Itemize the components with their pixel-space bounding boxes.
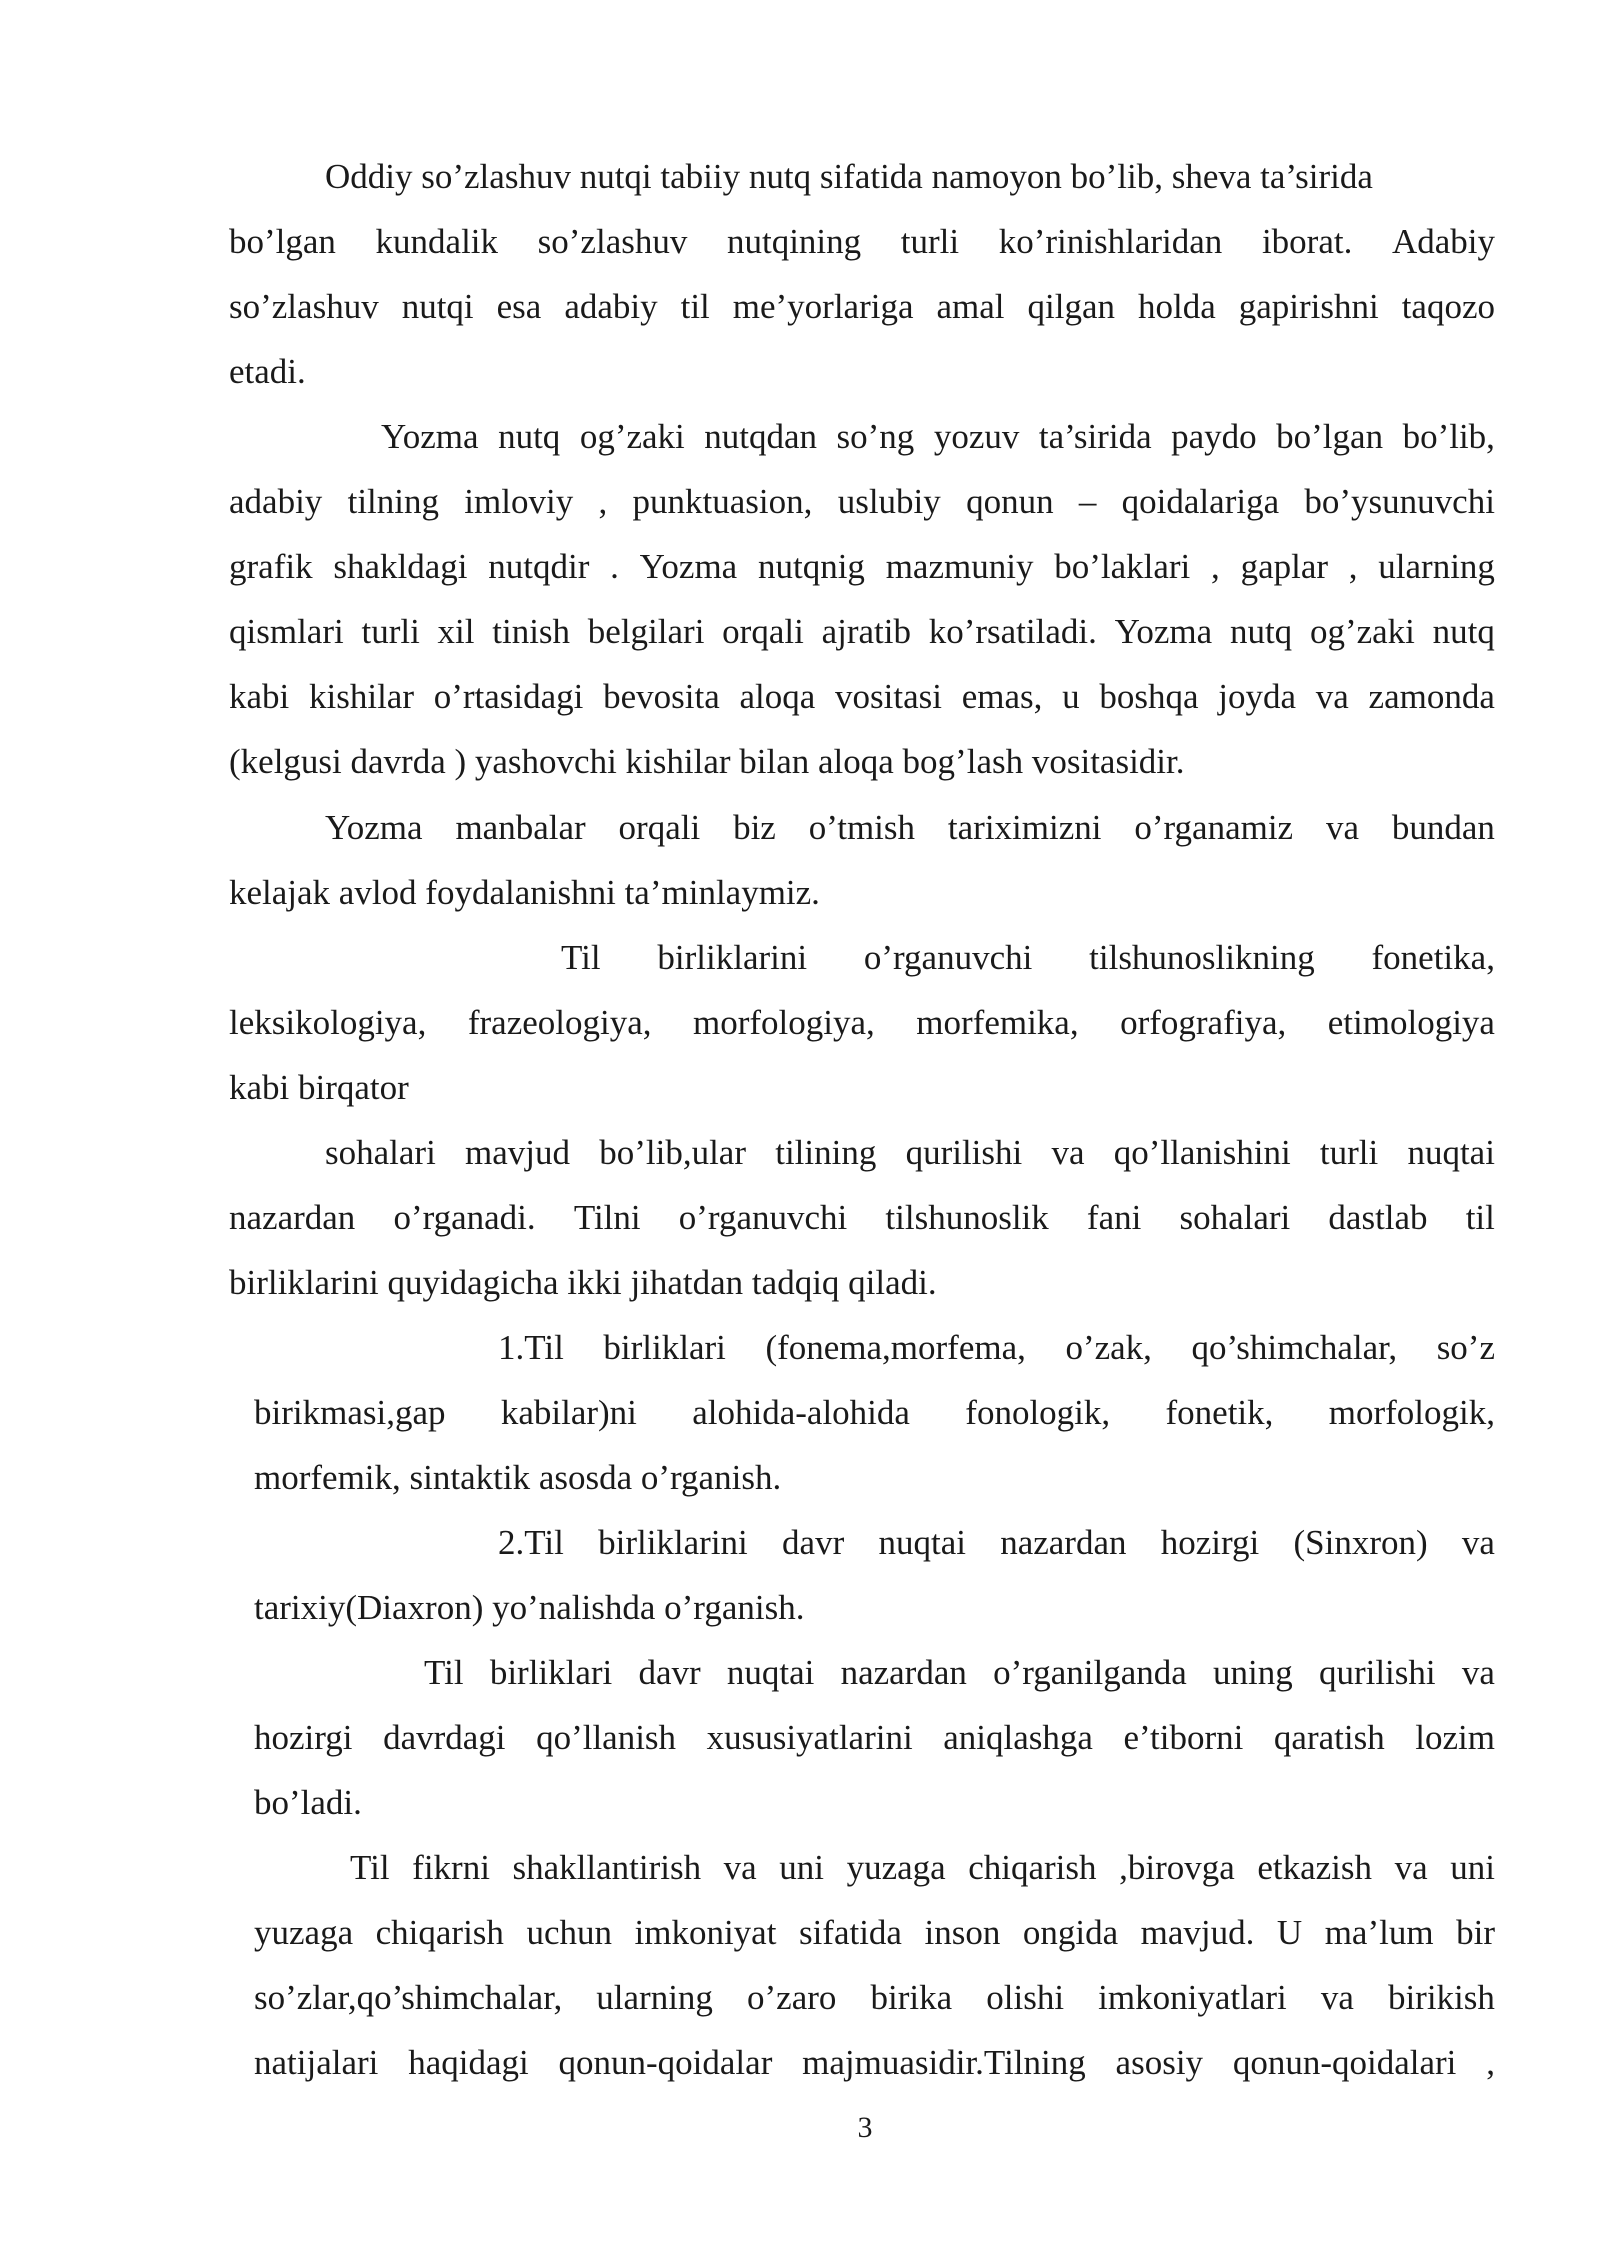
word: davr (782, 1523, 845, 1562)
word: belgilari (587, 612, 705, 651)
word: emas, (961, 677, 1043, 716)
word: ajratib (821, 612, 911, 651)
word: u (1062, 677, 1080, 716)
word: biz (733, 808, 776, 847)
word: gapirishni (1238, 287, 1379, 326)
word: qonun (966, 482, 1054, 521)
word: qurilishi (905, 1133, 1023, 1172)
page-number: 3 (857, 2111, 873, 2144)
word: mavjud (465, 1133, 570, 1172)
word: (fonema,morfema, (765, 1328, 1026, 1367)
text-line: (kelgusi davrda ) yashovchi kishilar bilan aloqa bog’lash vositasidir. (229, 742, 1185, 781)
text-line: kelajak avlod foydalanishni ta’minlaymiz. (229, 873, 820, 912)
word: va (1315, 677, 1349, 716)
word: U (1276, 1913, 1303, 1952)
word: o’rtasidagi (433, 677, 584, 716)
text-line: kabi birqator (229, 1068, 409, 1107)
word: va (1320, 1978, 1354, 2017)
text-line (229, 677, 1495, 717)
word: davrdagi (383, 1718, 506, 1757)
text-line (229, 547, 1495, 587)
word: turli (1319, 1133, 1379, 1172)
word: e’tiborni (1123, 1718, 1244, 1757)
word: mazmuniy (885, 547, 1034, 586)
word: va (1051, 1133, 1085, 1172)
list-item-line: tarixiy(Diaxron) yo’nalishda o’rganish. (254, 1588, 805, 1627)
word: nutq (1432, 612, 1495, 651)
word: o’rganuvchi (678, 1198, 848, 1237)
word: uni (779, 1848, 824, 1887)
word: mavjud. (1140, 1913, 1255, 1952)
word: o’rganamiz (1134, 808, 1294, 847)
word: birika (870, 1978, 953, 2017)
word: nutqi (401, 287, 474, 326)
word: ko’rsatiladi. (928, 612, 1097, 651)
word: qaratish (1273, 1718, 1385, 1757)
text-line (424, 1653, 1495, 1693)
word: nutq (498, 417, 561, 456)
word: davr (638, 1653, 701, 1692)
word: bo’ysunuvchi (1304, 482, 1495, 521)
word: xil (437, 612, 475, 651)
word: adabiy (229, 482, 323, 521)
word: natijalari (254, 2043, 379, 2082)
word: ularning (1378, 547, 1495, 586)
word: og’zaki (579, 417, 685, 456)
word: , (1486, 2043, 1495, 2082)
word: kundalik (375, 222, 499, 261)
word: xususiyatlarini (706, 1718, 913, 1757)
word: qilgan (1027, 287, 1115, 326)
word: nazardan (229, 1198, 356, 1237)
word: Til (424, 1653, 464, 1692)
text-line (229, 1198, 1495, 1238)
word: 1.Til (498, 1328, 564, 1367)
word: grafik (229, 547, 313, 586)
word: kabi (229, 677, 290, 716)
word: gaplar (1240, 547, 1329, 586)
word: kishilar (309, 677, 414, 716)
word: Til (561, 938, 601, 977)
word: tilining (775, 1133, 877, 1172)
word: birliklarini (598, 1523, 748, 1562)
word: orfografiya, (1120, 1003, 1287, 1042)
word: morfologik, (1328, 1393, 1495, 1432)
word: chiqarish (375, 1913, 504, 1952)
word: og’zaki (1309, 612, 1415, 651)
word: Tilni (573, 1198, 641, 1237)
word: zamonda (1368, 677, 1495, 716)
word: qo’llanish (536, 1718, 677, 1757)
word: majmuasidir.Tilning (802, 2043, 1086, 2082)
word: nuqtai (1407, 1133, 1495, 1172)
word: orqali (722, 612, 804, 651)
word: bo’lgan (1276, 417, 1384, 456)
word: uchun (526, 1913, 612, 1952)
word: qo’shimchalar, (1191, 1328, 1398, 1367)
word: punktuasion, (632, 482, 813, 521)
list-item-line (254, 1393, 1495, 1433)
text-line: birliklarini quyidagicha ikki jihatdan tadqiq qiladi. (229, 1263, 937, 1302)
word: ta’sirida (1038, 417, 1152, 456)
word: taqozo (1401, 287, 1495, 326)
word: so’z (1436, 1328, 1495, 1367)
list-item-line: morfemik, sintaktik asosda o’rganish. (254, 1458, 782, 1497)
word: morfologiya, (693, 1003, 875, 1042)
word: hozirgi (1160, 1523, 1260, 1562)
word: bir (1456, 1913, 1495, 1952)
word: nutqnig (757, 547, 865, 586)
text-line (254, 1718, 1495, 1758)
text-line (229, 482, 1495, 522)
word: ularning (596, 1978, 713, 2017)
word: tariximizni (947, 808, 1102, 847)
word: fonologik, (965, 1393, 1111, 1432)
word: qonun-qoidalari (1232, 2043, 1457, 2082)
word: holda (1137, 287, 1216, 326)
word: uni (1450, 1848, 1495, 1887)
word: me’yorlariga (732, 287, 914, 326)
word: o’zak, (1065, 1328, 1152, 1367)
word: , (1348, 547, 1358, 586)
text-line (254, 1913, 1495, 1953)
word: yuzaga (254, 1913, 354, 1952)
word: Yozma (1114, 612, 1213, 651)
word: va (723, 1848, 757, 1887)
word: yozuv (933, 417, 1020, 456)
word: nuqtai (726, 1653, 815, 1692)
word: imloviy (464, 482, 574, 521)
word: tilning (347, 482, 439, 521)
word: so’zlashuv (229, 287, 379, 326)
word: o’rganadi. (393, 1198, 536, 1237)
word: so’ng (836, 417, 915, 456)
word: Yozma (325, 808, 423, 847)
word: aloqa (739, 677, 816, 716)
word: til (680, 287, 710, 326)
word: turli (361, 612, 420, 651)
word: imkoniyat (634, 1913, 777, 1952)
word: dastlab (1328, 1198, 1428, 1237)
word: fonetika, (1371, 938, 1495, 977)
word: frazeologiya, (467, 1003, 652, 1042)
word: uning (1213, 1653, 1293, 1692)
word: nuqtai (878, 1523, 966, 1562)
word: nutq (1229, 612, 1293, 651)
word: inson (924, 1913, 1001, 1952)
text-line (229, 222, 1495, 262)
word: qo’llanishini (1113, 1133, 1291, 1172)
word: qonun-qoidalar (558, 2043, 773, 2082)
word: o’zaro (747, 1978, 837, 2017)
word: boshqa (1099, 677, 1199, 716)
word: fani (1086, 1198, 1142, 1237)
word: va (1394, 1848, 1428, 1887)
word: uslubiy (837, 482, 941, 521)
text-line (254, 2043, 1495, 2083)
word: bo’lib, (1402, 417, 1495, 456)
word: Yozma (381, 417, 479, 456)
word: leksikologiya, (229, 1003, 427, 1042)
word: asosiy (1115, 2043, 1204, 2082)
word: orqali (618, 808, 701, 847)
word: manbalar (455, 808, 586, 847)
word: so’zlar,qo’shimchalar, (254, 1978, 563, 2017)
word: esa (496, 287, 542, 326)
word: vositasi (835, 677, 942, 716)
word: o’tmish (808, 808, 916, 847)
word: hozirgi (254, 1718, 353, 1757)
word: bo’lib,ular (599, 1133, 746, 1172)
word: iborat. (1261, 222, 1353, 261)
word: qismlari (229, 612, 344, 651)
word: va (1325, 808, 1360, 847)
word: ko’rinishlaridan (998, 222, 1223, 261)
word: tilshunoslik (885, 1198, 1049, 1237)
word: ,birovga (1119, 1848, 1235, 1887)
word: adabiy (564, 287, 658, 326)
word: Adabiy (1391, 222, 1495, 261)
word: bo’laklari (1054, 547, 1191, 586)
word: chiqarish (968, 1848, 1097, 1887)
word: so’zlashuv (537, 222, 688, 261)
word: fikrni (412, 1848, 490, 1887)
text-line: etadi. (229, 352, 306, 391)
word: bevosita (603, 677, 720, 716)
word: olishi (986, 1978, 1065, 2017)
word: – (1078, 482, 1097, 521)
word: tinish (492, 612, 571, 651)
word: birikish (1387, 1978, 1495, 2017)
word: birliklari (489, 1653, 613, 1692)
word: bundan (1391, 808, 1495, 847)
word: kabilar)ni (500, 1393, 637, 1432)
word: Yozma (639, 547, 738, 586)
word: fonetik, (1165, 1393, 1274, 1432)
word: sohalari (325, 1133, 436, 1172)
word: va (1461, 1523, 1495, 1562)
text-line: Oddiy so’zlashuv nutqi tabiiy nutq sifatida namoyon bo’lib, sheva ta’sirida (325, 157, 1373, 196)
text-line (325, 808, 1495, 848)
word: qurilishi (1318, 1653, 1436, 1692)
word: nutqdan (704, 417, 818, 456)
list-item-line (498, 1523, 1495, 1563)
word: birikmasi,gap (254, 1393, 446, 1432)
word: paydo (1171, 417, 1257, 456)
word: morfemika, (916, 1003, 1079, 1042)
word: . (610, 547, 619, 586)
word: nutqining (726, 222, 862, 261)
word: turli (900, 222, 960, 261)
text-line (325, 1133, 1495, 1173)
text-line (229, 612, 1495, 652)
text-line (229, 287, 1495, 327)
word: (Sinxron) (1293, 1523, 1428, 1562)
word: imkoniyatlari (1098, 1978, 1287, 2017)
text-line (381, 417, 1495, 457)
word: yuzaga (846, 1848, 946, 1887)
word: , (1211, 547, 1220, 586)
word: shakllantirish (512, 1848, 702, 1887)
word: lozim (1415, 1718, 1495, 1757)
text-line: bo’ladi. (254, 1783, 362, 1822)
word: bo’lgan (229, 222, 336, 261)
word: joyda (1218, 677, 1297, 716)
word: va (1461, 1653, 1495, 1692)
word: o’rganuvchi (863, 938, 1033, 977)
word: ma’lum (1324, 1913, 1434, 1952)
word: sifatida (798, 1913, 902, 1952)
word: tilshunoslikning (1089, 938, 1315, 977)
word: alohida-alohida (692, 1393, 910, 1432)
word: aniqlashga (943, 1718, 1093, 1757)
word: 2.Til (498, 1523, 564, 1562)
word: qoidalariga (1121, 482, 1280, 521)
word: Til (350, 1848, 390, 1887)
word: amal (936, 287, 1005, 326)
text-line (229, 1003, 1495, 1043)
text-line (350, 1848, 1495, 1888)
word: etkazish (1257, 1848, 1373, 1887)
word: shakldagi (333, 547, 468, 586)
text-line (561, 938, 1495, 978)
word: nazardan (840, 1653, 967, 1692)
word: haqidagi (408, 2043, 529, 2082)
word: til (1465, 1198, 1495, 1237)
word: nazardan (1000, 1523, 1127, 1562)
word: birliklari (603, 1328, 726, 1367)
list-item-line (498, 1328, 1495, 1368)
word: etimologiya (1327, 1003, 1495, 1042)
word: , (598, 482, 608, 521)
word: nutqdir (488, 547, 590, 586)
word: ongida (1022, 1913, 1119, 1952)
word: o’rganilganda (993, 1653, 1187, 1692)
word: birliklarini (657, 938, 808, 977)
text-line (254, 1978, 1495, 2018)
word: sohalari (1179, 1198, 1291, 1237)
